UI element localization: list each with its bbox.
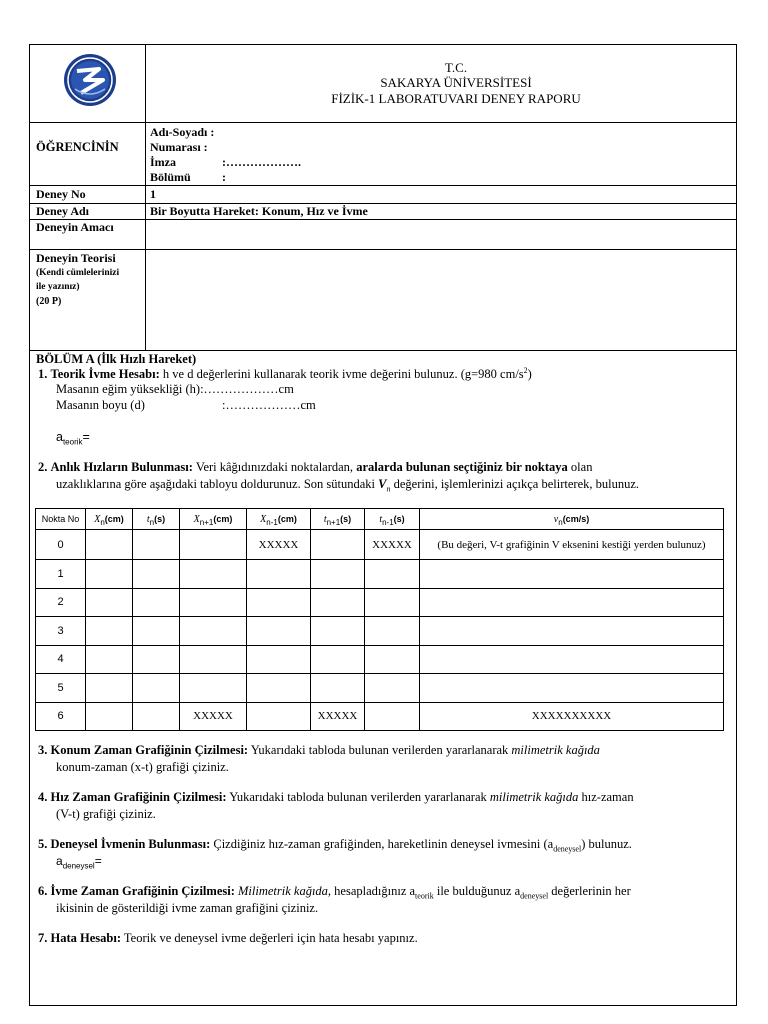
cell-xn1-blocked: XXXXX	[180, 702, 247, 731]
cell-tnm1[interactable]	[365, 588, 420, 617]
question-2-text-1: Veri kâğıdınızdaki noktalardan,	[195, 460, 354, 474]
experiment-purpose-label: Deneyin Amacı	[36, 220, 114, 234]
a-exp-symbol: a	[56, 854, 63, 868]
student-label: ÖĞRENCİNİN	[36, 140, 119, 154]
cell-tn1[interactable]	[311, 588, 365, 617]
header-xnm1	[247, 509, 311, 530]
question-7	[38, 931, 418, 945]
point-number: 6	[36, 702, 86, 731]
question-2-number: 2.	[38, 460, 48, 474]
department-label: Bölümü	[150, 170, 191, 184]
experiment-theory-label: Deneyin Teorisi	[36, 251, 116, 265]
data-table	[35, 508, 724, 731]
question-2-line-2b: değerini, işlemlerinizi açıkça belirterek, bulunuz.	[393, 477, 640, 491]
cell-xnm1-blocked: XXXXX	[247, 530, 311, 560]
question-6-text-2: ile bulduğunuz a	[436, 884, 521, 898]
cell-tnm1-blocked: XXXXX	[365, 530, 420, 560]
header-xnm1-sub: n-1	[266, 517, 278, 527]
question-5-title: Deneysel İvmenin Bulunması:	[50, 837, 211, 851]
header-vn-unit: (cm/s)	[562, 513, 590, 524]
a-symbol: a	[56, 430, 63, 444]
cell-tn1[interactable]	[311, 645, 365, 674]
cell-vn[interactable]	[420, 560, 724, 589]
cell-xn[interactable]	[86, 617, 133, 646]
table-row	[36, 645, 724, 674]
cell-xnm1[interactable]	[247, 645, 311, 674]
cell-tn1[interactable]	[311, 530, 365, 560]
cell-tnm1[interactable]	[365, 702, 420, 731]
question-5-sub: deneysel	[553, 844, 582, 854]
cell-xn1[interactable]	[180, 645, 247, 674]
question-1-text: h ve d değerlerini kullanarak teorik ivme değerini bulunuz. (g=980 cm/s	[162, 367, 524, 381]
question-4-italic: milimetrik kağıda	[489, 790, 579, 804]
table-row	[36, 530, 724, 560]
header-tnm1	[365, 509, 420, 530]
question-4-text: Yukarıdaki tabloda bulunan verilerden yararlanarak	[229, 790, 487, 804]
question-6	[38, 884, 631, 901]
cell-tn[interactable]	[133, 617, 180, 646]
cell-tn1[interactable]	[311, 617, 365, 646]
cell-tnm1[interactable]	[365, 645, 420, 674]
cell-tnm1[interactable]	[365, 617, 420, 646]
department-colon: :	[222, 170, 226, 184]
table-row	[36, 674, 724, 703]
question-6-text-1: hesapladığınız a	[334, 884, 416, 898]
header-line-2: SAKARYA ÜNİVERSİTESİ	[380, 75, 532, 90]
cell-xn1[interactable]	[180, 617, 247, 646]
question-6-text-3: değerlerinin her	[551, 884, 631, 898]
header-xn-sym: X	[94, 513, 101, 525]
header-xn1-sub: n+1	[199, 517, 214, 527]
table-length-dots: :………………cm	[222, 398, 316, 412]
experiment-no-value: 1	[150, 187, 156, 201]
signature-dots: :……………….	[222, 155, 301, 169]
question-4-title: Hız Zaman Grafiğinin Çizilmesi:	[50, 790, 227, 804]
cell-tn[interactable]	[133, 674, 180, 703]
cell-tn[interactable]	[133, 645, 180, 674]
question-2-text-2: olan	[570, 460, 593, 474]
question-4-line-2: (V-t) grafiği çiziniz.	[56, 807, 156, 821]
point-number: 4	[36, 645, 86, 674]
question-5-text-2: ) bulunuz.	[581, 837, 632, 851]
question-6-number: 6.	[38, 884, 48, 898]
table-row	[36, 560, 724, 589]
header-tn1-sym: t	[323, 513, 327, 525]
table-row	[36, 588, 724, 617]
table-height-line: Masanın eğim yüksekliği (h):………………cm	[56, 382, 294, 396]
theory-note-2: ile yazınız)	[36, 282, 80, 292]
header-line-1: T.C.	[444, 60, 468, 75]
question-5-number: 5.	[38, 837, 48, 851]
question-6-sub-2: deneysel	[520, 891, 549, 901]
question-6-italic: Milimetrik kağıda,	[238, 884, 332, 898]
question-6-line-2: ikisinin de gösterildiği ivme zaman grafiğini çiziniz.	[56, 901, 319, 915]
number-label: Numarası :	[150, 140, 208, 154]
header-xnm1-sym: X	[260, 513, 267, 525]
a-exp-sub: deneysel	[62, 861, 95, 871]
cell-xn[interactable]	[86, 674, 133, 703]
cell-vn-blocked: XXXXXXXXXX	[420, 702, 724, 731]
cell-vn-note: (Bu değeri, V-t grafiğinin V eksenini kestiği yerden bulunuz)	[420, 530, 724, 560]
question-7-text: Teorik ve deneysel ivme değerleri için hata hesabı yapınız.	[123, 931, 418, 945]
cell-xn[interactable]	[86, 702, 133, 731]
question-3-italic: milimetrik kağıda	[511, 743, 600, 757]
cell-vn[interactable]	[420, 645, 724, 674]
cell-xnm1[interactable]	[247, 560, 311, 589]
header-xn	[86, 509, 133, 530]
experiment-no-label: Deney No	[36, 187, 86, 201]
cell-tn[interactable]	[133, 588, 180, 617]
header-xn1-sym: X	[193, 513, 200, 525]
question-1-close: )	[527, 367, 532, 381]
a-theoretical-line	[56, 430, 90, 447]
cell-xnm1[interactable]	[247, 702, 311, 731]
question-2	[38, 460, 592, 474]
cell-tn[interactable]	[133, 560, 180, 589]
cell-xn[interactable]	[86, 588, 133, 617]
question-2-title: Anlık Hızların Bulunması:	[50, 460, 193, 474]
header-tn-sym: t	[146, 513, 150, 525]
header-vn-sub: n	[558, 517, 563, 527]
header-tn1	[311, 509, 365, 530]
header-tn1-sub: n+1	[326, 517, 341, 527]
header-tn-unit: (s)	[154, 513, 166, 524]
header-tnm1-sym: t	[379, 513, 383, 525]
question-1	[38, 367, 532, 381]
experiment-name-label: Deney Adı	[36, 204, 90, 218]
header-xn-sub: n	[100, 517, 105, 527]
cell-tnm1[interactable]	[365, 674, 420, 703]
cell-vn[interactable]	[420, 674, 724, 703]
point-number: 2	[36, 588, 86, 617]
cell-tn[interactable]	[133, 702, 180, 731]
question-4-number: 4.	[38, 790, 48, 804]
cell-xn1[interactable]	[180, 560, 247, 589]
header-vn	[420, 509, 724, 530]
question-3-line-2: konum-zaman (x-t) grafiği çiziniz.	[56, 760, 229, 774]
point-number: 5	[36, 674, 86, 703]
cell-vn[interactable]	[420, 617, 724, 646]
point-number: 0	[36, 530, 86, 560]
header-xn1-unit: (cm)	[213, 513, 233, 524]
question-6-title: İvme Zaman Grafiğinin Çizilmesi:	[50, 884, 235, 898]
header-point-no: Nokta No	[36, 509, 86, 530]
question-4-text-2: hız-zaman	[581, 790, 634, 804]
cell-xn1[interactable]	[180, 588, 247, 617]
question-2-line-2	[56, 477, 640, 494]
section-a-title: BÖLÜM A (İlk Hızlı Hareket)	[36, 352, 197, 366]
question-2-line-2a: uzaklıklarına göre aşağıdaki tabloyu doldurunuz. Son sütundaki	[56, 477, 376, 491]
question-3-number: 3.	[38, 743, 48, 757]
cell-tn1-blocked: XXXXX	[311, 702, 365, 731]
question-2-v: V	[378, 477, 387, 491]
point-number: 3	[36, 617, 86, 646]
header-line-3: FİZİK-1 LABORATUVARI DENEY RAPORU	[331, 91, 581, 106]
a-equals: =	[82, 430, 90, 444]
question-5	[38, 837, 632, 854]
question-2-bold: aralarda bulunan seçtiğiniz bir noktaya	[356, 460, 568, 474]
theory-points: (20 P)	[36, 296, 62, 307]
cell-xnm1[interactable]	[247, 617, 311, 646]
cell-tn1[interactable]	[311, 674, 365, 703]
question-7-number: 7.	[38, 931, 48, 945]
question-3	[38, 743, 600, 757]
header-tnm1-sub: n-1	[382, 517, 394, 527]
header-tn	[133, 509, 180, 530]
experiment-name-value: Bir Boyutta Hareket: Konum, Hız ve İvme	[150, 204, 368, 218]
header-xn1	[180, 509, 247, 530]
question-4	[38, 790, 634, 804]
question-5-line-2	[56, 854, 102, 871]
header-xn-unit: (cm)	[104, 513, 124, 524]
point-number: 1	[36, 560, 86, 589]
table-header-row	[36, 509, 724, 530]
cell-tn[interactable]	[133, 530, 180, 560]
cell-xn[interactable]	[86, 645, 133, 674]
table-length-label: Masanın boyu (d)	[56, 398, 145, 412]
header-tnm1-unit: (s)	[393, 513, 405, 524]
header-vn-sym: v	[553, 513, 559, 525]
a-exp-equals: =	[94, 854, 102, 868]
table-row	[36, 702, 724, 731]
theory-note-1: (Kendi cümlelerinizi	[36, 268, 120, 278]
header-tn-sub: n	[149, 517, 155, 527]
name-label: Adı-Soyadı :	[150, 125, 215, 139]
cell-vn[interactable]	[420, 588, 724, 617]
university-logo	[63, 53, 117, 107]
cell-xn[interactable]	[86, 560, 133, 589]
question-1-title: Teorik İvme Hesabı:	[50, 367, 160, 381]
table-row	[36, 617, 724, 646]
cell-tn1[interactable]	[311, 560, 365, 589]
question-6-sub-1: teorik	[415, 891, 434, 901]
question-3-title: Konum Zaman Grafiğinin Çizilmesi:	[50, 743, 249, 757]
a-theoretical-sub: teorik	[62, 437, 83, 447]
header-tn1-unit: (s)	[340, 513, 352, 524]
question-3-text: Yukarıdaki tabloda bulunan verilerden yararlanarak	[250, 743, 509, 757]
cell-xnm1[interactable]	[247, 674, 311, 703]
question-2-vsub: n	[386, 484, 391, 494]
question-5-text: Çizdiğiniz hız-zaman grafiğinden, hareketlinin deneysel ivmesini (a	[213, 837, 554, 851]
question-1-exponent: 2	[523, 365, 528, 375]
cell-xn1[interactable]	[180, 530, 247, 560]
question-1-number: 1.	[38, 367, 48, 381]
cell-tnm1[interactable]	[365, 560, 420, 589]
cell-xn[interactable]	[86, 530, 133, 560]
cell-xn1[interactable]	[180, 674, 247, 703]
header-xnm1-unit: (cm)	[277, 513, 297, 524]
question-7-title: Hata Hesabı:	[50, 931, 121, 945]
cell-xnm1[interactable]	[247, 588, 311, 617]
signature-label: İmza	[150, 155, 176, 169]
